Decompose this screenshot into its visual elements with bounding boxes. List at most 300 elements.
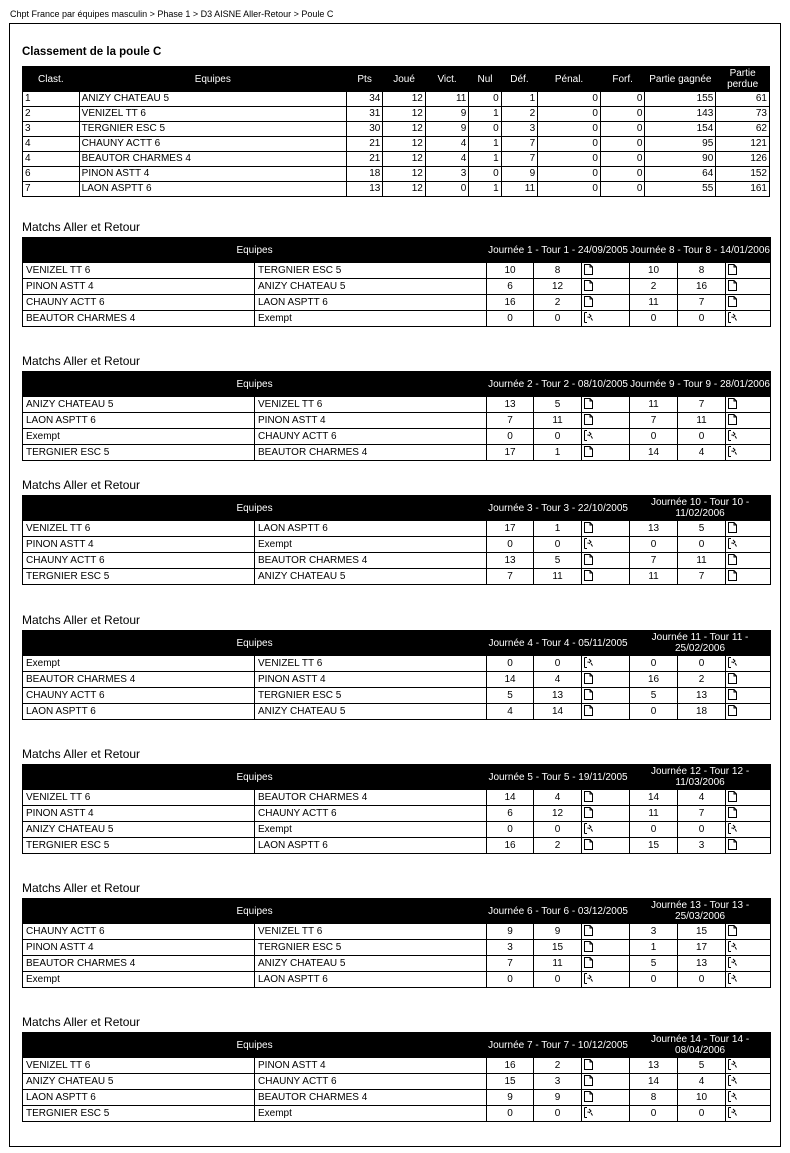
broken-image-icon[interactable] (728, 430, 737, 441)
match-col-aller: Journée 3 - Tour 3 - 22/10/2005 (487, 496, 630, 521)
aller-score-home: 0 (487, 656, 534, 672)
ranking-cell: 1 (23, 92, 80, 107)
retour-score-home: 0 (630, 311, 678, 327)
retour-score-home: 13 (630, 1058, 678, 1074)
document-icon[interactable] (728, 264, 737, 275)
aller-score-away: 2 (534, 295, 582, 311)
retour-sheet (726, 688, 771, 704)
document-icon[interactable] (584, 1059, 593, 1070)
match-block-title: Matchs Aller et Retour (22, 1015, 141, 1029)
broken-image-icon[interactable] (584, 1107, 593, 1118)
ranking-cell: 1 (469, 152, 501, 167)
ranking-cell: 0 (469, 122, 501, 137)
home-team: PINON ASTT 4 (23, 940, 255, 956)
aller-score-home: 17 (487, 521, 534, 537)
retour-sheet (726, 429, 771, 445)
retour-score-home: 0 (630, 704, 678, 720)
ranking-cell: 0 (538, 167, 601, 182)
aller-score-away: 0 (534, 311, 582, 327)
retour-sheet (726, 1106, 771, 1122)
home-team: CHAUNY ACTT 6 (23, 295, 255, 311)
document-icon[interactable] (584, 554, 593, 565)
away-team: PINON ASTT 4 (255, 672, 487, 688)
match-block-title: Matchs Aller et Retour (22, 354, 141, 368)
ranking-cell: 3 (23, 122, 80, 137)
ranking-cell: 21 (346, 137, 382, 152)
document-icon[interactable] (728, 791, 737, 802)
retour-score-away: 0 (678, 429, 726, 445)
aller-sheet (582, 1106, 630, 1122)
document-icon[interactable] (728, 689, 737, 700)
retour-score-away: 7 (678, 806, 726, 822)
retour-sheet (726, 311, 771, 327)
match-row (23, 1074, 771, 1090)
document-icon[interactable] (728, 522, 737, 533)
broken-image-icon[interactable] (728, 312, 737, 323)
document-icon[interactable] (584, 522, 593, 533)
retour-sheet (726, 1058, 771, 1074)
ranking-cell: 0 (469, 167, 501, 182)
home-team: TERGNIER ESC 5 (23, 838, 255, 854)
match-row (23, 279, 771, 295)
retour-sheet (726, 263, 771, 279)
home-team: LAON ASPTT 6 (23, 1090, 255, 1106)
broken-image-icon[interactable] (584, 973, 593, 984)
aller-score-home: 9 (487, 1090, 534, 1106)
aller-score-home: 7 (487, 569, 534, 585)
retour-sheet (726, 445, 771, 461)
retour-sheet (726, 790, 771, 806)
retour-score-home: 0 (630, 1106, 678, 1122)
match-col-retour: Journée 11 - Tour 11 - 25/02/2006 (630, 631, 771, 656)
aller-score-away: 0 (534, 656, 582, 672)
match-table (22, 371, 771, 461)
broken-image-icon[interactable] (728, 1107, 737, 1118)
match-table (22, 630, 771, 720)
home-team: BEAUTOR CHARMES 4 (23, 956, 255, 972)
retour-sheet (726, 413, 771, 429)
retour-score-away: 15 (678, 924, 726, 940)
ranking-cell: 21 (346, 152, 382, 167)
broken-image-icon[interactable] (584, 657, 593, 668)
away-team: Exempt (255, 311, 487, 327)
home-team: ANIZY CHATEAU 5 (23, 1074, 255, 1090)
team-name: BEAUTOR CHARMES 4 (79, 152, 346, 167)
match-row (23, 672, 771, 688)
match-col-retour: Journée 14 - Tour 14 - 08/04/2006 (630, 1033, 771, 1058)
aller-sheet (582, 429, 630, 445)
away-team: LAON ASPTT 6 (255, 295, 487, 311)
retour-score-home: 0 (630, 656, 678, 672)
document-icon[interactable] (584, 941, 593, 952)
retour-score-home: 11 (630, 397, 678, 413)
breadcrumb[interactable]: Chpt France par équipes masculin > Phase 1 > D3 AISNE Aller-Retour > Poule C (10, 9, 334, 19)
aller-score-away: 11 (534, 413, 582, 429)
match-row (23, 972, 771, 988)
match-row (23, 263, 771, 279)
aller-score-home: 13 (487, 553, 534, 569)
aller-score-home: 7 (487, 413, 534, 429)
away-team: BEAUTOR CHARMES 4 (255, 1090, 487, 1106)
team-name: CHAUNY ACTT 6 (79, 137, 346, 152)
match-table (22, 495, 771, 585)
home-team: PINON ASTT 4 (23, 537, 255, 553)
ranking-cell: 0 (600, 122, 645, 137)
retour-score-home: 14 (630, 1074, 678, 1090)
document-icon[interactable] (728, 280, 737, 291)
retour-score-home: 0 (630, 972, 678, 988)
broken-image-icon[interactable] (584, 823, 593, 834)
retour-score-home: 0 (630, 537, 678, 553)
away-team: ANIZY CHATEAU 5 (255, 569, 487, 585)
aller-sheet (582, 445, 630, 461)
match-header-row (23, 372, 771, 397)
aller-sheet (582, 822, 630, 838)
home-team: TERGNIER ESC 5 (23, 1106, 255, 1122)
team-name: TERGNIER ESC 5 (79, 122, 346, 137)
match-row (23, 569, 771, 585)
home-team: TERGNIER ESC 5 (23, 445, 255, 461)
match-row (23, 838, 771, 854)
retour-score-away: 11 (678, 553, 726, 569)
aller-score-home: 15 (487, 1074, 534, 1090)
aller-sheet (582, 311, 630, 327)
broken-image-icon[interactable] (728, 538, 737, 549)
ranking-cell: 9 (501, 167, 537, 182)
ranking-cell: 13 (346, 182, 382, 197)
broken-image-icon[interactable] (584, 538, 593, 549)
document-icon[interactable] (728, 414, 737, 425)
match-block-title: Matchs Aller et Retour (22, 613, 141, 627)
retour-score-home: 14 (630, 790, 678, 806)
retour-sheet (726, 972, 771, 988)
broken-image-icon[interactable] (584, 312, 593, 323)
retour-score-away: 0 (678, 822, 726, 838)
ranking-cell: 0 (600, 182, 645, 197)
team-name: VENIZEL TT 6 (79, 107, 346, 122)
broken-image-icon[interactable] (728, 973, 737, 984)
match-col-equipes: Equipes (23, 1033, 487, 1058)
ranking-cell: 4 (23, 152, 80, 167)
away-team: VENIZEL TT 6 (255, 656, 487, 672)
match-col-equipes: Equipes (23, 496, 487, 521)
home-team: Exempt (23, 429, 255, 445)
retour-score-away: 17 (678, 940, 726, 956)
broken-image-icon[interactable] (728, 957, 737, 968)
away-team: BEAUTOR CHARMES 4 (255, 553, 487, 569)
aller-score-home: 10 (487, 263, 534, 279)
ranking-cell: 12 (383, 167, 426, 182)
aller-score-away: 1 (534, 445, 582, 461)
document-icon[interactable] (584, 957, 593, 968)
col-partie-perdue: Partie perdue (716, 67, 770, 92)
ranking-cell: 3 (501, 122, 537, 137)
team-name: ANIZY CHATEAU 5 (79, 92, 346, 107)
document-icon[interactable] (584, 1075, 593, 1086)
ranking-cell: 11 (501, 182, 537, 197)
match-row (23, 806, 771, 822)
retour-sheet (726, 940, 771, 956)
ranking-cell: 1 (501, 92, 537, 107)
match-col-retour: Journée 10 - Tour 10 - 11/02/2006 (630, 496, 771, 521)
ranking-cell: 3 (425, 167, 469, 182)
aller-score-home: 17 (487, 445, 534, 461)
retour-score-home: 1 (630, 940, 678, 956)
document-icon[interactable] (728, 296, 737, 307)
aller-sheet (582, 1058, 630, 1074)
document-icon[interactable] (728, 673, 737, 684)
ranking-cell: 34 (346, 92, 382, 107)
match-col-equipes: Equipes (23, 765, 487, 790)
team-name: PINON ASTT 4 (79, 167, 346, 182)
retour-sheet (726, 537, 771, 553)
broken-image-icon[interactable] (728, 1091, 737, 1102)
aller-score-home: 6 (487, 806, 534, 822)
home-team: VENIZEL TT 6 (23, 263, 255, 279)
retour-sheet (726, 672, 771, 688)
ranking-cell: 0 (600, 92, 645, 107)
aller-score-away: 0 (534, 1106, 582, 1122)
document-icon[interactable] (584, 280, 593, 291)
ranking-cell: 4 (425, 152, 469, 167)
broken-image-icon[interactable] (728, 1075, 737, 1086)
away-team: PINON ASTT 4 (255, 413, 487, 429)
retour-score-away: 4 (678, 445, 726, 461)
ranking-cell: 90 (645, 152, 716, 167)
retour-score-home: 0 (630, 822, 678, 838)
ranking-cell: 1 (469, 182, 501, 197)
away-team: LAON ASPTT 6 (255, 838, 487, 854)
match-table (22, 764, 771, 854)
retour-score-home: 11 (630, 569, 678, 585)
match-row (23, 413, 771, 429)
away-team: BEAUTOR CHARMES 4 (255, 790, 487, 806)
retour-score-away: 5 (678, 1058, 726, 1074)
aller-score-home: 9 (487, 924, 534, 940)
home-team: PINON ASTT 4 (23, 806, 255, 822)
home-team: PINON ASTT 4 (23, 279, 255, 295)
document-icon[interactable] (584, 296, 593, 307)
home-team: BEAUTOR CHARMES 4 (23, 311, 255, 327)
ranking-cell: 0 (538, 152, 601, 167)
document-icon[interactable] (584, 791, 593, 802)
broken-image-icon[interactable] (728, 657, 737, 668)
retour-sheet (726, 553, 771, 569)
away-team: LAON ASPTT 6 (255, 972, 487, 988)
away-team: CHAUNY ACTT 6 (255, 806, 487, 822)
document-icon[interactable] (584, 839, 593, 850)
aller-sheet (582, 279, 630, 295)
ranking-cell: 18 (346, 167, 382, 182)
ranking-table (22, 66, 770, 197)
retour-score-home: 2 (630, 279, 678, 295)
aller-score-home: 0 (487, 972, 534, 988)
retour-score-away: 13 (678, 688, 726, 704)
retour-score-away: 0 (678, 1106, 726, 1122)
retour-score-home: 3 (630, 924, 678, 940)
match-col-aller: Journée 1 - Tour 1 - 24/09/2005 (487, 238, 630, 263)
aller-score-away: 4 (534, 790, 582, 806)
broken-image-icon[interactable] (728, 823, 737, 834)
aller-score-away: 11 (534, 569, 582, 585)
aller-score-away: 11 (534, 956, 582, 972)
document-icon[interactable] (728, 398, 737, 409)
ranking-cell: 154 (645, 122, 716, 137)
aller-sheet (582, 553, 630, 569)
away-team: ANIZY CHATEAU 5 (255, 704, 487, 720)
ranking-row (23, 167, 770, 182)
retour-sheet (726, 279, 771, 295)
away-team: VENIZEL TT 6 (255, 397, 487, 413)
ranking-cell: 126 (716, 152, 770, 167)
match-row (23, 704, 771, 720)
retour-score-away: 18 (678, 704, 726, 720)
aller-sheet (582, 790, 630, 806)
retour-sheet (726, 656, 771, 672)
retour-score-away: 4 (678, 790, 726, 806)
retour-score-home: 8 (630, 1090, 678, 1106)
home-team: LAON ASPTT 6 (23, 704, 255, 720)
match-col-aller: Journée 7 - Tour 7 - 10/12/2005 (487, 1033, 630, 1058)
match-row (23, 521, 771, 537)
ranking-cell: 0 (538, 107, 601, 122)
document-icon[interactable] (728, 570, 737, 581)
col-pts: Pts (346, 67, 382, 92)
retour-score-home: 0 (630, 429, 678, 445)
ranking-cell: 12 (383, 152, 426, 167)
aller-score-home: 6 (487, 279, 534, 295)
home-team: CHAUNY ACTT 6 (23, 688, 255, 704)
document-icon[interactable] (584, 264, 593, 275)
retour-sheet (726, 704, 771, 720)
broken-image-icon[interactable] (728, 446, 737, 457)
document-icon[interactable] (584, 1091, 593, 1102)
aller-sheet (582, 397, 630, 413)
aller-sheet (582, 924, 630, 940)
aller-sheet (582, 295, 630, 311)
match-header-row (23, 899, 771, 924)
aller-score-home: 0 (487, 822, 534, 838)
document-icon[interactable] (728, 925, 737, 936)
ranking-cell: 0 (600, 107, 645, 122)
ranking-cell: 1 (469, 107, 501, 122)
match-row (23, 1090, 771, 1106)
match-row (23, 790, 771, 806)
ranking-cell: 0 (600, 167, 645, 182)
document-icon[interactable] (728, 554, 737, 565)
retour-score-away: 0 (678, 537, 726, 553)
retour-score-away: 0 (678, 311, 726, 327)
retour-sheet (726, 956, 771, 972)
match-block-title: Matchs Aller et Retour (22, 747, 141, 761)
document-icon[interactable] (584, 705, 593, 716)
ranking-cell: 31 (346, 107, 382, 122)
retour-score-away: 10 (678, 1090, 726, 1106)
document-icon[interactable] (584, 807, 593, 818)
col-nul: Nul (469, 67, 501, 92)
ranking-cell: 12 (383, 182, 426, 197)
ranking-cell: 0 (538, 137, 601, 152)
document-icon[interactable] (584, 414, 593, 425)
retour-score-home: 16 (630, 672, 678, 688)
aller-score-home: 14 (487, 672, 534, 688)
aller-score-away: 5 (534, 397, 582, 413)
broken-image-icon[interactable] (728, 1059, 737, 1070)
document-icon[interactable] (584, 446, 593, 457)
retour-score-home: 11 (630, 806, 678, 822)
away-team: TERGNIER ESC 5 (255, 263, 487, 279)
document-icon[interactable] (728, 705, 737, 716)
aller-score-away: 0 (534, 537, 582, 553)
ranking-cell: 95 (645, 137, 716, 152)
document-icon[interactable] (584, 398, 593, 409)
ranking-cell: 7 (501, 137, 537, 152)
document-icon[interactable] (728, 839, 737, 850)
aller-score-home: 4 (487, 704, 534, 720)
ranking-header-row (23, 67, 770, 92)
ranking-cell: 1 (469, 137, 501, 152)
match-col-equipes: Equipes (23, 238, 487, 263)
aller-sheet (582, 940, 630, 956)
match-row (23, 553, 771, 569)
away-team: BEAUTOR CHARMES 4 (255, 445, 487, 461)
match-row (23, 656, 771, 672)
retour-score-away: 7 (678, 397, 726, 413)
aller-score-away: 15 (534, 940, 582, 956)
away-team: TERGNIER ESC 5 (255, 940, 487, 956)
document-icon[interactable] (584, 925, 593, 936)
match-row (23, 956, 771, 972)
aller-score-away: 14 (534, 704, 582, 720)
match-col-retour: Journée 13 - Tour 13 - 25/03/2006 (630, 899, 771, 924)
broken-image-icon[interactable] (584, 430, 593, 441)
document-icon[interactable] (584, 673, 593, 684)
ranking-cell: 0 (425, 182, 469, 197)
broken-image-icon[interactable] (728, 941, 737, 952)
document-icon[interactable] (584, 570, 593, 581)
match-header-row (23, 631, 771, 656)
match-header-row (23, 1033, 771, 1058)
ranking-row (23, 122, 770, 137)
aller-sheet (582, 704, 630, 720)
aller-score-home: 0 (487, 537, 534, 553)
home-team: CHAUNY ACTT 6 (23, 924, 255, 940)
retour-sheet (726, 521, 771, 537)
ranking-row (23, 182, 770, 197)
document-icon[interactable] (728, 807, 737, 818)
retour-score-away: 16 (678, 279, 726, 295)
match-row (23, 295, 771, 311)
ranking-cell: 152 (716, 167, 770, 182)
retour-score-away: 8 (678, 263, 726, 279)
aller-sheet (582, 1074, 630, 1090)
retour-sheet (726, 397, 771, 413)
document-icon[interactable] (584, 689, 593, 700)
ranking-cell: 0 (538, 122, 601, 137)
aller-score-home: 0 (487, 429, 534, 445)
ranking-cell: 12 (383, 122, 426, 137)
match-block-title: Matchs Aller et Retour (22, 478, 141, 492)
retour-sheet (726, 924, 771, 940)
match-col-aller: Journée 2 - Tour 2 - 08/10/2005 (487, 372, 630, 397)
match-row (23, 445, 771, 461)
aller-score-home: 16 (487, 838, 534, 854)
aller-score-home: 0 (487, 311, 534, 327)
retour-score-home: 5 (630, 688, 678, 704)
ranking-row (23, 152, 770, 167)
home-team: TERGNIER ESC 5 (23, 569, 255, 585)
match-header-row (23, 765, 771, 790)
